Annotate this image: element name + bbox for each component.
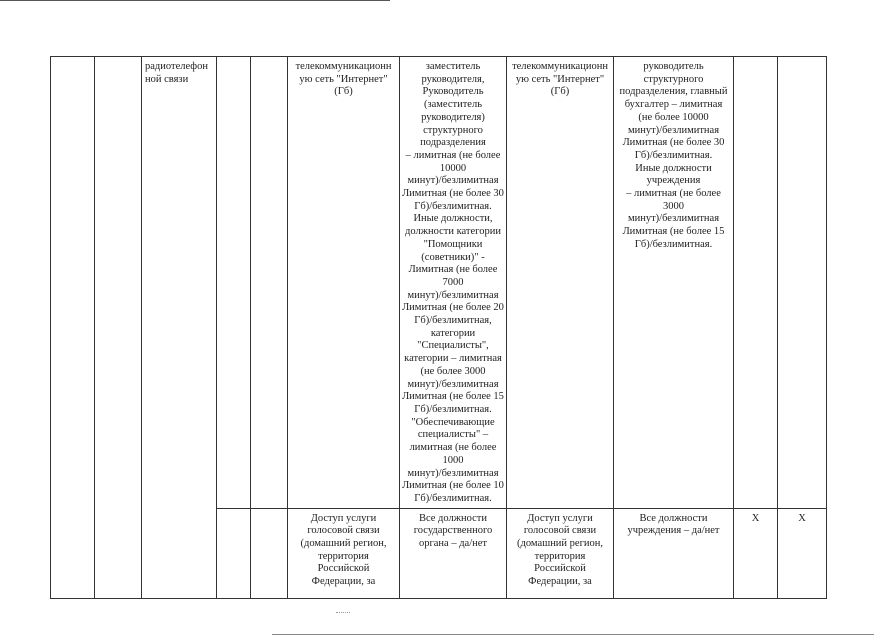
service-name-text: радиотелефон ной связи xyxy=(145,61,208,85)
cell-mark xyxy=(778,508,827,598)
characteristic-text: Доступ услуги голосовой связи (домашний регион, территория Российской Федерации, за xyxy=(300,512,387,588)
mark-text: X xyxy=(751,512,760,524)
cell-characteristic xyxy=(288,508,400,598)
cell-number xyxy=(51,57,95,599)
cell-characteristic xyxy=(507,57,614,509)
cell-value xyxy=(400,508,507,598)
cell-empty xyxy=(778,57,827,509)
scan-speck xyxy=(336,612,350,616)
value-text: Все должности государственного органа – да/нет xyxy=(413,512,493,550)
cell-value xyxy=(400,57,507,509)
cell-empty xyxy=(734,57,778,509)
characteristic-text: Доступ услуги голосовой связи (домашний регион, территория Российской Федерации, за xyxy=(516,512,604,588)
requirements-table xyxy=(50,56,827,599)
cell-characteristic xyxy=(507,508,614,598)
mark-text: X xyxy=(798,512,806,524)
cell-characteristic xyxy=(288,57,400,509)
value-text: Все должности учреждения – да/нет xyxy=(627,512,720,537)
cell-code xyxy=(95,57,142,599)
cell-empty xyxy=(217,508,251,598)
cell-value xyxy=(614,508,734,598)
cell-empty xyxy=(251,508,288,598)
table-row xyxy=(51,57,827,509)
cell-service-name xyxy=(142,57,217,599)
value-text: заместитель руководителя, Руководитель (заместитель руководителя) структурного подразделения – лимитная (не более 10000 минут)/безлимитная Лимитная (не более 30 Гб)/безлимитная. Иные должности, должности категории "Помощники (советники)" - Лимитная (не более 7000 минут)/безлимитная Лимитная (не более 20 Гб)/безлимитная, категории "Специалисты", категории – лимитная (не более 3000 минут)/безлимитная Лимитная (не более 15 Гб)/безлимитная. "Обеспечивающие специалисты" – лимитная (не более 1000 минут)/безлимитная Лимитная (не более 10 Гб)/безлимитная. xyxy=(402,61,504,504)
top-rule xyxy=(0,0,390,1)
cell-value xyxy=(614,57,734,509)
value-text: руководитель структурного подразделения, главный бухгалтер – лимитная (не более 10000 минут)/безлимитная Лимитная (не более 30 Гб)/безлимитная. Иные должности учреждения – лимитная (не более 3000 минут)/безлимитная Лимитная (не более 15 Гб)/безлимитная. xyxy=(619,61,728,250)
characteristic-text: телекоммуникационн ую сеть "Интернет" (Гб) xyxy=(295,61,392,98)
cell-mark xyxy=(734,508,778,598)
cell-empty xyxy=(251,57,288,509)
bottom-rule xyxy=(272,634,874,635)
cell-empty xyxy=(217,57,251,509)
characteristic-text: телекоммуникационн ую сеть "Интернет" (Гб) xyxy=(512,61,608,98)
